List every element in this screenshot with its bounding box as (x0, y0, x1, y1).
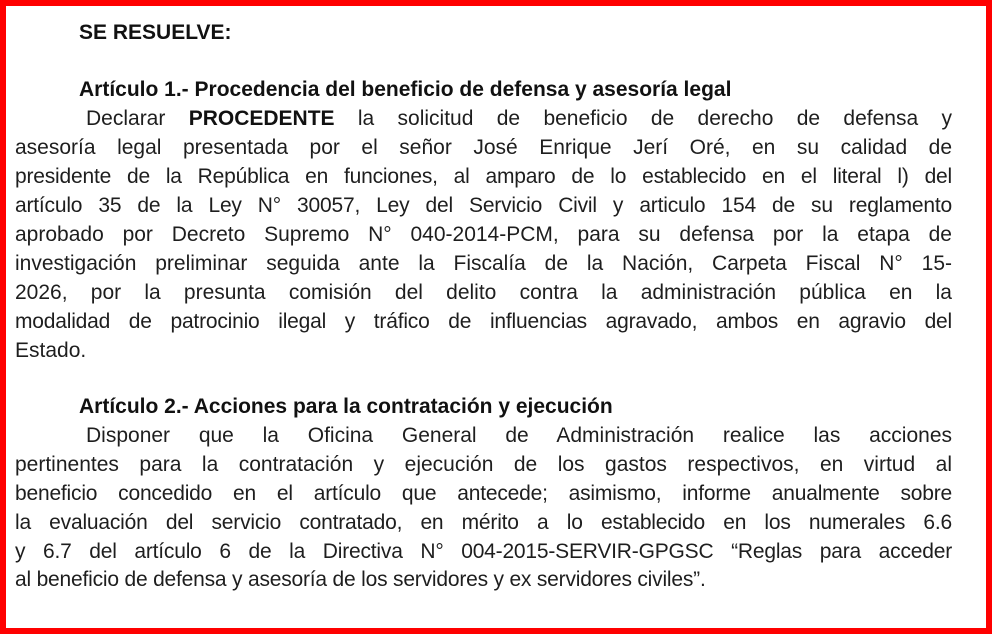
article-1-line-1 (86, 104, 952, 133)
article-2-line-4: la evaluación del servicio contratado, en mérito a lo establecido en los numerales 6.6 (15, 511, 952, 534)
procedente-keyword: PROCEDENTE (188, 107, 335, 130)
article-1-line-5: aprobado por Decreto Supremo N° 040-2014-PCM, para su defensa por la etapa de (15, 223, 952, 246)
article-1-line-8: modalidad de patrocinio ilegal y tráfico de influencias agravado, ambos en agravio del (15, 310, 952, 333)
article-1-line-3: presidente de la República en funciones, al amparo de lo establecido en el literal l) del (15, 165, 952, 188)
article-2-line-5: y 6.7 del artículo 6 de la Directiva N° 004-2015-SERVIR-GPGSC “Reglas para acceder (15, 540, 952, 563)
article-1-line-9: Estado. (15, 339, 87, 362)
article-1-line-2: asesoría legal presentada por el señor José Enrique Jerí Oré, en su calidad de (15, 136, 952, 159)
article-1-line-6: investigación preliminar seguida ante la Fiscalía de la Nación, Carpeta Fiscal N° 15- (15, 252, 952, 275)
article-2-line-3: beneficio concedido en el artículo que antecede; asimismo, informe anualmente sobre (15, 482, 952, 505)
article-2-line-2: pertinentes para la contratación y ejecución de los gastos respectivos, en virtud al (15, 453, 952, 476)
article-2-line-6: al beneficio de defensa y asesoría de los servidores y ex servidores civiles”. (15, 568, 706, 591)
article-2-line-1: Disponer que la Oficina General de Administración realice las acciones (86, 424, 952, 447)
article-1-line-1-post: la solicitud de beneficio de derecho de defensa y (334, 107, 952, 130)
section-title: SE RESUELVE: (79, 21, 232, 44)
article-1-heading: Artículo 1.- Procedencia del beneficio de defensa y asesoría legal (79, 78, 732, 101)
article-1-line-7: 2026, por la presunta comisión del delito contra la administración pública en la (15, 281, 952, 304)
article-1-line-1-pre: Declarar (86, 107, 189, 130)
article-2-heading: Artículo 2.- Acciones para la contratación y ejecución (79, 395, 613, 418)
article-1-line-4: artículo 35 de la Ley N° 30057, Ley del Servicio Civil y articulo 154 de su reglamento (15, 194, 952, 217)
